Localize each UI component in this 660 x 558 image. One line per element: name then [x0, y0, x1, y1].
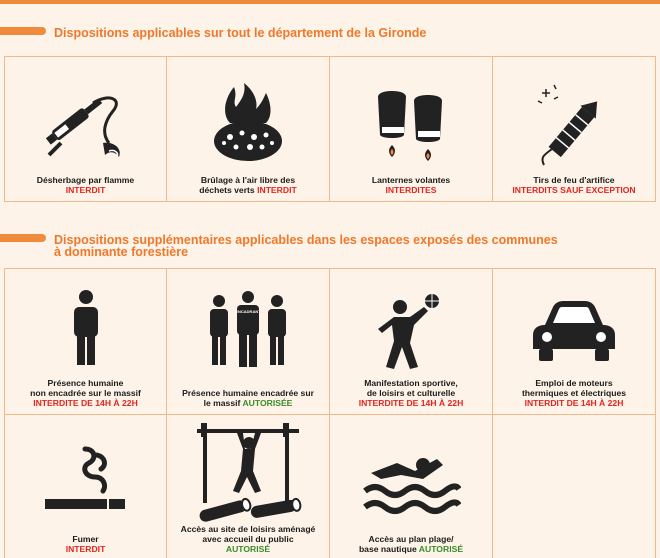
group-with-guide-icon [207, 291, 289, 371]
empty-cell [493, 415, 656, 558]
flame-weeder-icon [31, 85, 141, 165]
section1-header [0, 27, 426, 39]
card-presence-non-encadree [4, 269, 167, 415]
section1-title: Dispositions applicables sur tout le département de la Gironde [54, 26, 427, 40]
status-interdit: INTERDIT [65, 544, 106, 554]
label: Tirs de feu d'artifice [533, 175, 615, 185]
label-line2: le massif [203, 398, 241, 408]
status-autorise: AUTORISÉE [242, 398, 293, 408]
status-autorise: AUTORISÉ [418, 544, 464, 554]
section-marker [0, 234, 46, 242]
card-moteurs [493, 269, 656, 415]
section2-header [0, 234, 558, 258]
status-interdit: INTERDIT DE 14H À 22H [524, 398, 624, 408]
card-presence-encadree [167, 269, 330, 415]
card-fumer [4, 415, 167, 558]
label-line1: Emploi de moteurs [535, 378, 613, 388]
label: Désherbage par flamme [36, 175, 135, 185]
label-line1: Présence humaine [47, 378, 124, 388]
label-line2: déchets verts [199, 185, 255, 195]
status-interdit: INTERDITE DE 14H À 22H [358, 398, 464, 408]
label-line1: Présence humaine encadrée sur [182, 388, 314, 398]
status-interdit: INTERDITS SAUF EXCEPTION [512, 185, 636, 195]
label-line2: de loisirs et culturelle [366, 388, 456, 398]
volleyball-player-icon [376, 293, 446, 373]
guide-tag: ENCADRANT [235, 309, 261, 314]
status-autorise: AUTORISÉ [225, 544, 271, 554]
swimmer-icon [361, 449, 461, 519]
top-accent-bar [0, 0, 660, 4]
label-line2: avec accueil du public [202, 534, 294, 544]
section2-grid [4, 268, 656, 558]
card-manifestation [330, 269, 493, 415]
label-line1: Manifestation sportive, [364, 378, 458, 388]
label-line1: Brûlage à l'air libre des [200, 175, 296, 185]
section2-title: Dispositions supplémentaires applicables dans les espaces exposés des communes à dominante forestière [54, 233, 558, 259]
car-icon [529, 299, 619, 363]
status-interdit: INTERDIT [257, 185, 297, 195]
label-line2: thermiques et électriques [521, 388, 627, 398]
card-lanternes [330, 57, 493, 202]
label-line2: base nautique [358, 544, 417, 554]
label-line2: non encadrée sur le massif [30, 388, 141, 398]
section-marker [0, 27, 46, 35]
card-plan-plage [330, 415, 493, 558]
firework-rocket-icon [534, 83, 614, 169]
treetop-adventure-icon [193, 421, 303, 531]
card-brulage [167, 57, 330, 202]
card-feu-artifice [493, 57, 656, 202]
cigarette-icon [41, 445, 131, 525]
sky-lanterns-icon [374, 91, 448, 171]
burning-waste-icon [208, 79, 288, 167]
status-interdit: INTERDITES [385, 185, 437, 195]
section1-grid [4, 56, 656, 202]
label: Fumer [72, 534, 99, 544]
label-line1: Accès au site de loisirs aménagé [180, 524, 316, 534]
status-interdit: INTERDIT [65, 185, 106, 195]
person-icon [66, 289, 106, 369]
card-site-loisirs [167, 415, 330, 558]
card-desherbage [4, 57, 167, 202]
label: Lanternes volantes [371, 175, 451, 185]
label-line1: Accès au plan plage/ [368, 534, 454, 544]
status-interdit: INTERDITE DE 14H À 22H [33, 398, 138, 408]
